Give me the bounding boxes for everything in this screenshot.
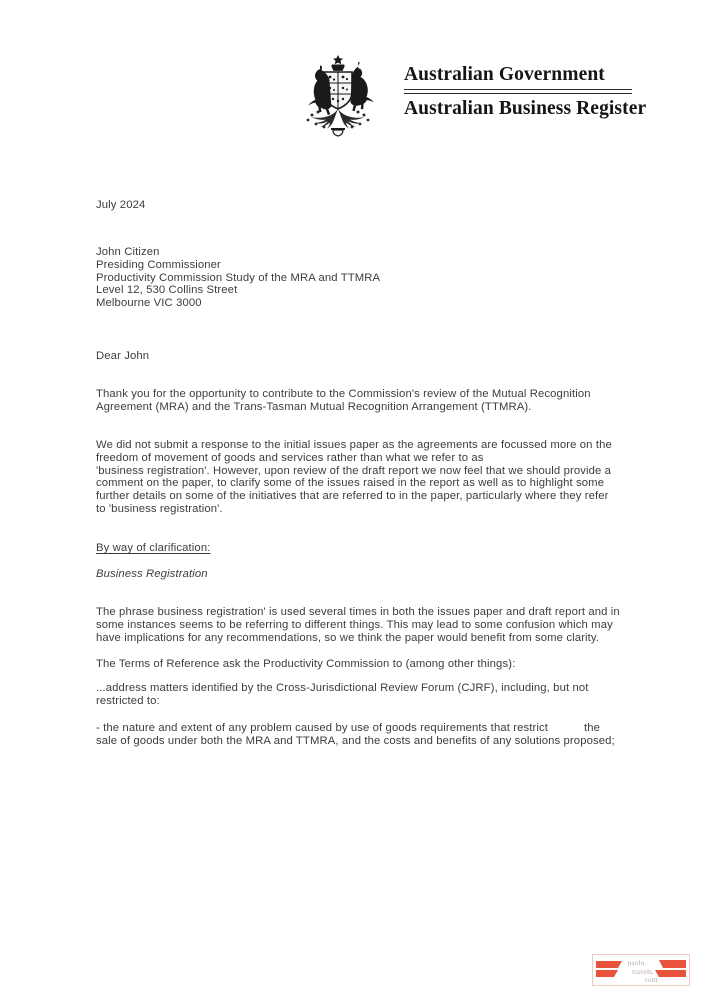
- masthead: [286, 52, 646, 138]
- recipient-name: John Citizen: [96, 246, 160, 258]
- paragraph-cjrf: ...address matters identified by the Cross-Jurisdictional Review Forum (CJRF), including, but not restricted to:: [96, 682, 589, 707]
- recipient-city: Melbourne VIC 3000: [96, 297, 202, 310]
- recipient-title: Presiding Commissioner: [96, 258, 221, 271]
- paragraph-phrase-usage: The phrase business registration' is used several times in both the issues paper and draft report and in some instances seems to be referring to different things. This may lead to some confusion which may have implications for any recommendations, so we think the paper would benefit from some clarity.: [96, 606, 620, 644]
- masthead-rule-upper: [404, 89, 632, 90]
- paragraph-no-response-line-1: We did not submit a response to the initial issues paper as the agreements are focussed more on the: [96, 439, 612, 451]
- paragraph-no-response-rest: 'business registration'. However, upon review of the draft report we now feel that we should provide a comment on the paper, to clarify some of the issues raised in the report as well as to highlight some further details on some of the initiatives that are referred to in the paper, particularly where they refer to 'business registration'.: [96, 464, 612, 515]
- subheading-business-registration: Business Registration: [96, 568, 208, 580]
- masthead-line-government: Australian Government: [404, 64, 605, 85]
- watermark-text: [593, 955, 689, 985]
- masthead-line-register: Australian Business Register: [404, 97, 647, 119]
- paragraph-thank-you: Thank you for the opportunity to contribute to the Commission's review of the Mutual Recognition Agreement (MRA) and the Trans-Tasman Mutual Recognition Arrangement (TTMRA).: [96, 388, 591, 413]
- recipient-street: Level 12, 530 Collins Street: [96, 284, 238, 297]
- watermark-logo: [592, 954, 690, 986]
- paragraph-no-response-line-2: freedom of movement of goods and services rather than what we refer to as: [96, 451, 484, 464]
- paragraph-terms-of-reference: The Terms of Reference ask the Productivity Commission to (among other things):: [96, 658, 516, 670]
- heading-by-way-of-clarification: By way of clarification:: [96, 542, 211, 554]
- salutation: Dear John: [96, 350, 150, 362]
- masthead-wordmark: [404, 52, 646, 121]
- masthead-rule-lower: [404, 93, 632, 94]
- recipient-address-block: [96, 246, 380, 310]
- paragraph-goods-requirements: [96, 722, 620, 748]
- watermark-line-2: travels.: [632, 966, 654, 976]
- australian-coat-of-arms-icon: [286, 52, 390, 138]
- watermark-line-3: com: [644, 975, 658, 985]
- recipient-organisation: Productivity Commission Study of the MRA and TTMRA: [96, 271, 381, 284]
- paragraph-goods-requirements-part-2: the sale of goods under both the MRA and TTMRA, and the costs and benefits of any solutions proposed;: [96, 722, 615, 747]
- paragraph-no-response: [96, 439, 620, 516]
- paragraph-goods-requirements-part-1: - the nature and extent of any problem caused by use of goods requirements that restrict: [96, 722, 549, 734]
- watermark-line-1: paolo: [627, 958, 645, 967]
- letter-date: July 2024: [96, 199, 146, 211]
